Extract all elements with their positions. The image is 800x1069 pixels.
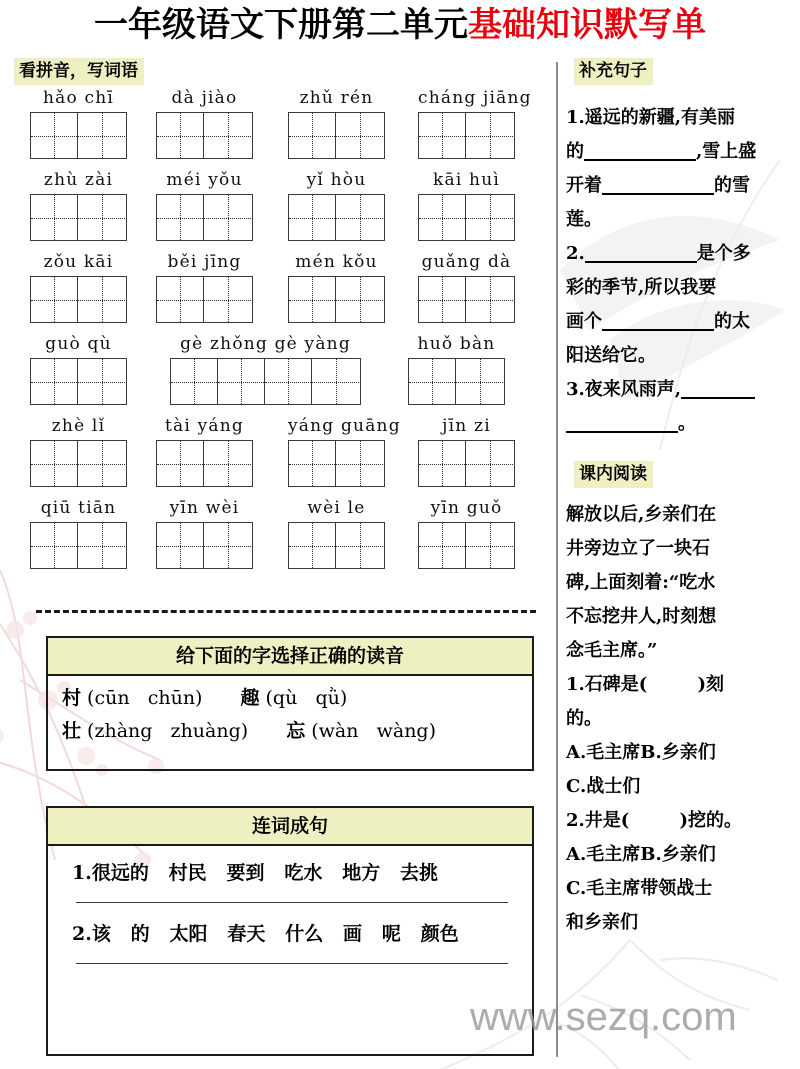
tianzige-grid[interactable]: [30, 276, 127, 323]
tianzige-cell[interactable]: [419, 113, 466, 158]
section-heading-reading-label: 课内阅读: [574, 461, 653, 488]
sentence-building-body[interactable]: [48, 846, 532, 984]
tianzige-cell[interactable]: [456, 359, 503, 404]
pronunciation-item-left[interactable]: [62, 720, 248, 742]
sentence-text: ,雪上盛: [696, 141, 757, 162]
sentence-text: 的: [566, 141, 584, 162]
dashed-separator: [36, 610, 536, 613]
tianzige-grid[interactable]: [288, 194, 385, 241]
tianzige-grid[interactable]: [288, 440, 385, 487]
tianzige-grid[interactable]: [156, 112, 253, 159]
tianzige-grid[interactable]: [156, 522, 253, 569]
fill-sentence-line[interactable]: [566, 135, 798, 169]
tianzige-grid[interactable]: [418, 522, 515, 569]
tianzige-grid[interactable]: [288, 276, 385, 323]
tianzige-cell[interactable]: [78, 441, 125, 486]
pinyin-label: guò qù: [45, 334, 112, 354]
tianzige-cell[interactable]: [78, 359, 125, 404]
question-option-line[interactable]: A.毛主席B.乡亲们: [566, 742, 716, 763]
question-option-line[interactable]: A.毛主席B.乡亲们: [566, 844, 716, 865]
fill-sentence-line[interactable]: [566, 407, 798, 441]
tianzige-cell[interactable]: [157, 523, 204, 568]
tianzige-cell[interactable]: [289, 441, 336, 486]
tianzige-cell[interactable]: [157, 195, 204, 240]
fill-sentence-line[interactable]: [566, 237, 798, 271]
tianzige-cell[interactable]: [466, 113, 513, 158]
fill-sentence-line[interactable]: [566, 271, 798, 305]
sentence-text: 的雪: [714, 175, 750, 196]
pinyin-label: yáng guāng: [288, 416, 401, 436]
sentence-text: 莲。: [566, 209, 602, 230]
sentence-building-box: [46, 806, 534, 1056]
tianzige-cell[interactable]: [336, 195, 383, 240]
tianzige-cell[interactable]: [31, 277, 78, 322]
tianzige-cell[interactable]: [204, 195, 251, 240]
pinyin-label: běi jīng: [167, 252, 242, 272]
tianzige-cell[interactable]: [419, 277, 466, 322]
tianzige-grid[interactable]: [156, 194, 253, 241]
tianzige-row: [8, 522, 553, 576]
tianzige-grid[interactable]: [30, 440, 127, 487]
tianzige-grid[interactable]: [30, 194, 127, 241]
pinyin-row: [8, 414, 553, 441]
pronunciation-options[interactable]: (wàn wàng): [305, 720, 437, 742]
pronunciation-exercise-heading: 给下面的字选择正确的读音: [48, 638, 532, 676]
tianzige-cell[interactable]: [31, 359, 78, 404]
tianzige-cell[interactable]: [289, 523, 336, 568]
sentence-text: 的太: [714, 311, 750, 332]
tianzige-cell[interactable]: [289, 113, 336, 158]
fill-sentence-line[interactable]: [566, 203, 798, 237]
pinyin-row: [8, 168, 553, 195]
pinyin-label: tài yáng: [165, 416, 244, 436]
sentence-text: 画个: [566, 311, 602, 332]
tianzige-cell[interactable]: [78, 523, 125, 568]
pronunciation-character: 村: [62, 687, 82, 709]
sentence-text: 。: [678, 413, 696, 434]
pinyin-label: gè zhǒng gè yàng: [180, 334, 351, 354]
tianzige-cell[interactable]: [218, 359, 265, 404]
tianzige-cell[interactable]: [171, 359, 218, 404]
tianzige-cell[interactable]: [265, 359, 312, 404]
tianzige-cell[interactable]: [31, 441, 78, 486]
pronunciation-options[interactable]: (qù qǜ): [259, 687, 348, 709]
pinyin-label: yīn wèi: [169, 498, 240, 518]
pinyin-label: méi yǒu: [166, 170, 243, 190]
tianzige-grid[interactable]: [418, 112, 515, 159]
pinyin-label: qiū tiān: [40, 498, 117, 518]
pinyin-label: guǎng dà: [421, 252, 512, 272]
tianzige-cell[interactable]: [336, 441, 383, 486]
tianzige-cell[interactable]: [289, 195, 336, 240]
tianzige-cell[interactable]: [157, 441, 204, 486]
tianzige-grid[interactable]: [418, 194, 515, 241]
tianzige-cell[interactable]: [31, 523, 78, 568]
reading-passage: [566, 498, 798, 668]
tianzige-cell[interactable]: [419, 523, 466, 568]
tianzige-row: [8, 112, 553, 166]
reading-passage-line: 井旁边立了一块石: [566, 538, 710, 559]
tianzige-cell[interactable]: [204, 523, 251, 568]
tianzige-cell[interactable]: [419, 441, 466, 486]
tianzige-grid[interactable]: [418, 440, 515, 487]
tianzige-grid[interactable]: [30, 358, 127, 405]
pronunciation-character: 忘: [286, 720, 306, 742]
tianzige-row: [8, 358, 553, 412]
tianzige-cell[interactable]: [204, 277, 251, 322]
pinyin-label: cháng jiāng: [418, 88, 532, 108]
tianzige-grid[interactable]: [156, 276, 253, 323]
tianzige-cell[interactable]: [31, 113, 78, 158]
answer-blank[interactable]: [602, 329, 714, 331]
tianzige-cell[interactable]: [78, 113, 125, 158]
tianzige-cell[interactable]: [466, 277, 513, 322]
fill-sentence-line[interactable]: [566, 305, 798, 339]
pronunciation-character: 壮: [62, 720, 82, 742]
fill-sentence-line[interactable]: [566, 339, 798, 373]
pinyin-label: wèi le: [307, 498, 366, 518]
tianzige-row: [8, 440, 553, 494]
pronunciation-row[interactable]: [62, 682, 518, 715]
reading-passage-line: 碑,上面刻着:“吃水: [566, 572, 716, 593]
pinyin-label: kāi huì: [432, 170, 500, 190]
reading-questions[interactable]: [566, 668, 798, 940]
tianzige-cell[interactable]: [204, 441, 251, 486]
pinyin-label: jīn zi: [442, 416, 491, 436]
sentence-building-heading: 连词成句: [48, 808, 532, 846]
pronunciation-item-left[interactable]: [62, 687, 202, 709]
tianzige-cell[interactable]: [31, 195, 78, 240]
pinyin-label: yīn guǒ: [430, 498, 503, 518]
sentence-text: 2.: [566, 243, 585, 264]
pinyin-label: mén kǒu: [295, 252, 378, 272]
tianzige-cell[interactable]: [336, 523, 383, 568]
tianzige-cell[interactable]: [157, 277, 204, 322]
tianzige-cell[interactable]: [78, 195, 125, 240]
pinyin-label: yǐ hòu: [306, 170, 367, 190]
answer-blank[interactable]: [585, 261, 697, 263]
pinyin-label: zhè lǐ: [51, 416, 106, 436]
pinyin-row: [8, 496, 553, 523]
section-heading-fill-sentences: [574, 58, 798, 85]
answer-blank[interactable]: [566, 431, 678, 433]
fill-sentence-line[interactable]: [566, 169, 798, 203]
tianzige-grid[interactable]: [288, 522, 385, 569]
answer-writing-line[interactable]: [76, 902, 508, 903]
tianzige-cell[interactable]: [204, 113, 251, 158]
sentence-text: 开着: [566, 175, 602, 196]
pronunciation-options[interactable]: (cūn chūn): [81, 687, 203, 709]
left-column: [8, 58, 553, 1058]
pronunciation-item-right[interactable]: [286, 720, 436, 742]
tianzige-cell[interactable]: [157, 113, 204, 158]
tianzige-grid[interactable]: [156, 440, 253, 487]
fill-sentences-body[interactable]: [566, 101, 798, 441]
tianzige-cell[interactable]: [419, 195, 466, 240]
section-heading-pinyin-writing: [14, 58, 144, 85]
tianzige-grid[interactable]: [30, 522, 127, 569]
tianzige-grid[interactable]: [30, 112, 127, 159]
tianzige-cell[interactable]: [466, 195, 513, 240]
sentence-building-item: 2.该 的 太阳 春天 什么 画 呢 颜色: [72, 923, 459, 945]
tianzige-grid[interactable]: [288, 112, 385, 159]
sentence-building-item: 1.很远的 村民 要到 吃水 地方 去挑: [72, 862, 439, 884]
tianzige-grid[interactable]: [170, 358, 361, 405]
tianzige-cell[interactable]: [466, 441, 513, 486]
answer-writing-line[interactable]: [76, 963, 508, 964]
tianzige-cell[interactable]: [289, 277, 336, 322]
tianzige-grid[interactable]: [418, 276, 515, 323]
column-divider: [556, 62, 558, 1057]
pinyin-row: [8, 86, 553, 113]
section-heading-fill-sentences-label: 补充句子: [574, 58, 653, 85]
pinyin-label: dà jiào: [171, 88, 238, 108]
tianzige-row: [8, 276, 553, 330]
tianzige-cell[interactable]: [78, 277, 125, 322]
tianzige-grid[interactable]: [408, 358, 505, 405]
pinyin-label: zǒu kāi: [43, 252, 114, 272]
pronunciation-exercise-box: [46, 636, 534, 771]
section-heading-reading: [574, 461, 798, 488]
question-stem-line[interactable]: 2.井是( )挖的。: [566, 810, 742, 831]
sentence-text: 3.夜来风雨声,: [566, 379, 682, 400]
answer-blank[interactable]: [602, 193, 714, 195]
question-stem-line[interactable]: 1.石碑是( )刻: [566, 674, 724, 695]
pinyin-label: zhù zài: [43, 170, 114, 190]
pronunciation-item-right[interactable]: [240, 687, 347, 709]
question-stem-line[interactable]: 的。: [566, 708, 602, 729]
pinyin-row: [8, 250, 553, 277]
pinyin-label: zhǔ rén: [299, 88, 374, 108]
page-title: [0, 2, 800, 48]
pronunciation-character: 趣: [240, 687, 260, 709]
section-heading-pinyin-writing-label: 看拼音，写词语: [14, 58, 144, 85]
site-watermark: www.sezq.com: [470, 995, 737, 1039]
pronunciation-options[interactable]: (zhàng zhuàng): [81, 720, 249, 742]
pinyin-label: hǎo chī: [42, 88, 115, 108]
right-column: [566, 58, 798, 1058]
tianzige-cell[interactable]: [336, 277, 383, 322]
sentence-text: 是个多: [696, 243, 751, 264]
reading-passage-line: 解放以后,乡亲们在: [566, 504, 717, 525]
fill-sentence-line[interactable]: [566, 373, 798, 407]
question-option-line[interactable]: 和乡亲们: [566, 912, 638, 933]
pinyin-row: [8, 332, 553, 359]
sentence-text: 彩的季节,所以我要: [566, 277, 717, 298]
page-title-red: 基础知识默写单: [468, 5, 706, 45]
sentence-text: 1.遥远的新疆,有美丽: [566, 107, 736, 128]
sentence-text: 阳送给它。: [566, 345, 656, 366]
tianzige-cell[interactable]: [336, 113, 383, 158]
reading-passage-line: 念毛主席。”: [566, 640, 658, 661]
question-option-line[interactable]: C.毛主席带领战士: [566, 878, 713, 899]
tianzige-row: [8, 194, 553, 248]
tianzige-cell[interactable]: [312, 359, 359, 404]
pinyin-label: huǒ bàn: [417, 334, 496, 354]
reading-passage-line: 不忘挖井人,时刻想: [566, 606, 717, 627]
tianzige-cell[interactable]: [409, 359, 456, 404]
pronunciation-row[interactable]: [62, 715, 518, 748]
tianzige-cell[interactable]: [466, 523, 513, 568]
page-title-black: 一年级语文下册第二单元: [94, 5, 468, 45]
pronunciation-exercise-body[interactable]: [48, 676, 532, 752]
answer-blank[interactable]: [584, 159, 696, 161]
fill-sentence-line[interactable]: [566, 101, 798, 135]
question-option-line[interactable]: C.战士们: [566, 776, 641, 797]
answer-blank[interactable]: [681, 397, 755, 399]
